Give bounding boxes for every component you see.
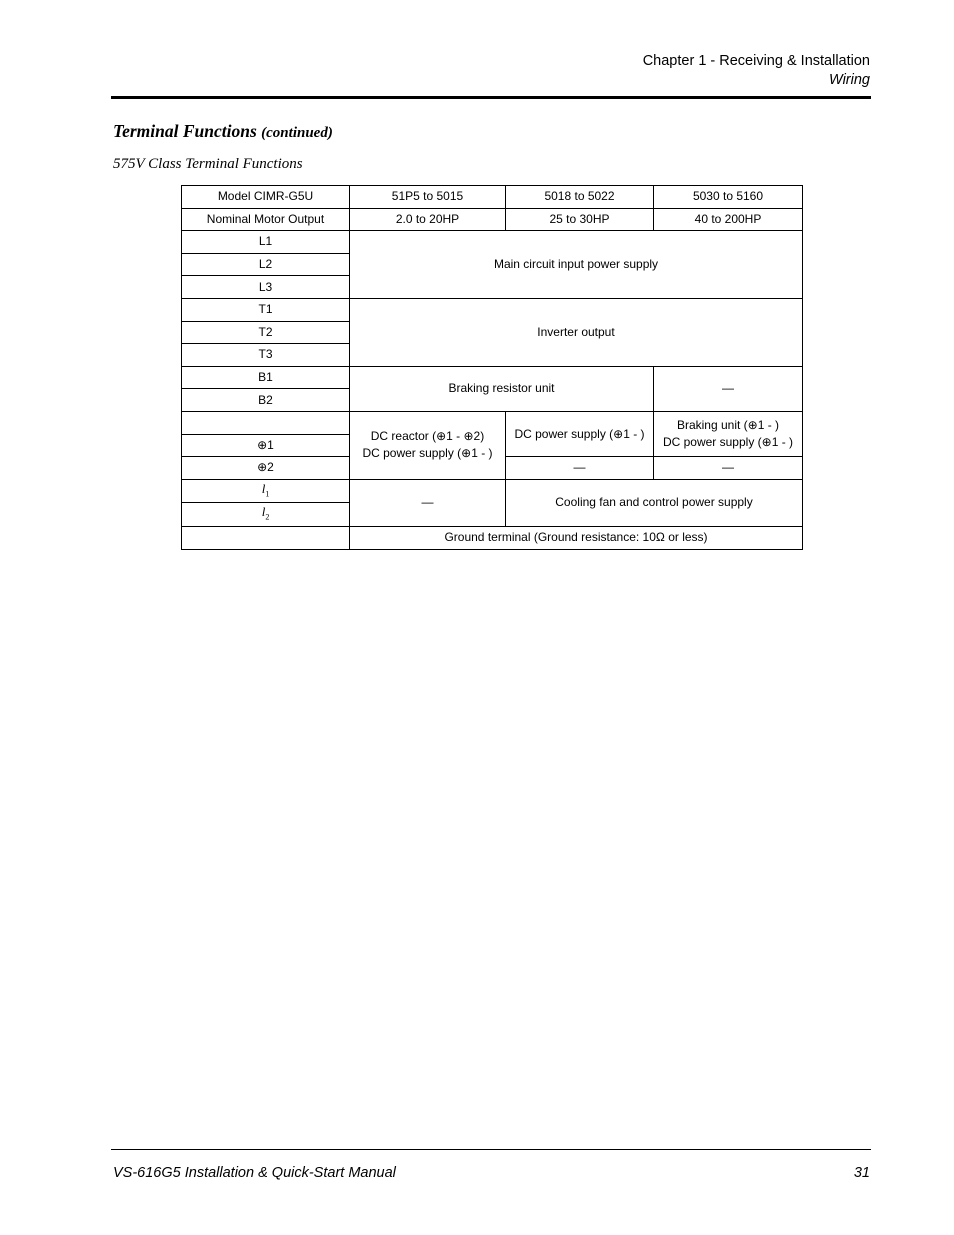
cooling-fan-cell: Cooling fan and control power supply [506,479,803,526]
model-cell-1: 51P5 to 5015 [350,186,506,209]
terminal-cell-l2: L2 [182,253,350,276]
section-heading-text: Terminal Functions [113,121,257,141]
model-label-cell: Model CIMR-G5U [182,186,350,209]
dc-power-supply-text: DC power supply (⊕1 - ) [362,446,493,461]
terminal-l-1-letter: l [261,480,266,496]
terminal-cell-l3: L3 [182,276,350,299]
terminal-l-2-label [261,504,270,522]
terminal-cell-t3: T3 [182,344,350,367]
braking-resistor-cell: Braking resistor unit [350,366,654,411]
table-row-minus [182,411,803,434]
table-row-ground [182,526,803,549]
section-heading-suffix: (continued) [261,125,333,141]
terminal-cell-t2: T2 [182,321,350,344]
terminal-cell-l1: L1 [182,231,350,254]
page-header [643,52,870,90]
table-row-l1 [182,231,803,254]
terminal-l-2-letter: l [261,504,266,520]
table-row-model [182,186,803,209]
terminal-cell-t1: T1 [182,298,350,321]
dc-power-supply-cell: DC power supply (⊕1 - ) [506,411,654,456]
braking-dash-cell: — [654,366,803,411]
main-input-cell: Main circuit input power supply [350,231,803,299]
terminal-cell-l-2 [182,503,350,527]
model-cell-3: 5030 to 5160 [654,186,803,209]
output-cell-2: 25 to 30HP [506,208,654,231]
model-cell-2: 5018 to 5022 [506,186,654,209]
terminal-cell-l-1 [182,479,350,503]
terminal-cell-minus [182,411,350,434]
terminal-l-2-subscript: 2 [265,512,270,522]
footer-rule [111,1149,871,1150]
output-cell-1: 2.0 to 20HP [350,208,506,231]
section-heading [113,121,333,142]
terminal-cell-plus2: ⊕2 [182,457,350,480]
braking-unit-cell [654,411,803,456]
l-dash-cell: — [350,479,506,526]
ground-terminal-cell: Ground terminal (Ground resistance: 10Ω or less) [350,526,803,549]
terminal-l-1-subscript: 1 [265,489,270,499]
header-rule [111,96,871,99]
table-row-b1 [182,366,803,389]
output-label-cell: Nominal Motor Output [182,208,350,231]
terminal-cell-ground [182,526,350,549]
terminal-cell-b2: B2 [182,389,350,412]
manual-title: VS-616G5 Installation & Quick-Start Manual [113,1165,396,1181]
dc-reactor-cell [350,411,506,479]
terminal-functions-table [181,185,803,550]
table-row-l-1 [182,479,803,503]
braking-unit-text: Braking unit (⊕1 - ) [676,418,780,433]
terminal-cell-plus1: ⊕1 [182,434,350,457]
table-caption: 575V Class Terminal Functions [113,156,303,172]
table-row-output [182,208,803,231]
chapter-title: Chapter 1 - Receiving & Installation [642,53,870,69]
dc-reactor-text: DC reactor (⊕1 - ⊕2) [370,429,485,444]
terminal-cell-b1: B1 [182,366,350,389]
table-row-t1 [182,298,803,321]
dc-power-supply-text-2: DC power supply (⊕1 - ) [662,435,794,450]
inverter-output-cell: Inverter output [350,298,803,366]
page-number: 31 [853,1165,870,1181]
plus2-dash-cell-2: — [654,457,803,480]
terminal-l-1-label [261,480,270,499]
output-cell-3: 40 to 200HP [654,208,803,231]
section-name: Wiring [829,72,870,88]
plus2-dash-cell-1: — [506,457,654,480]
